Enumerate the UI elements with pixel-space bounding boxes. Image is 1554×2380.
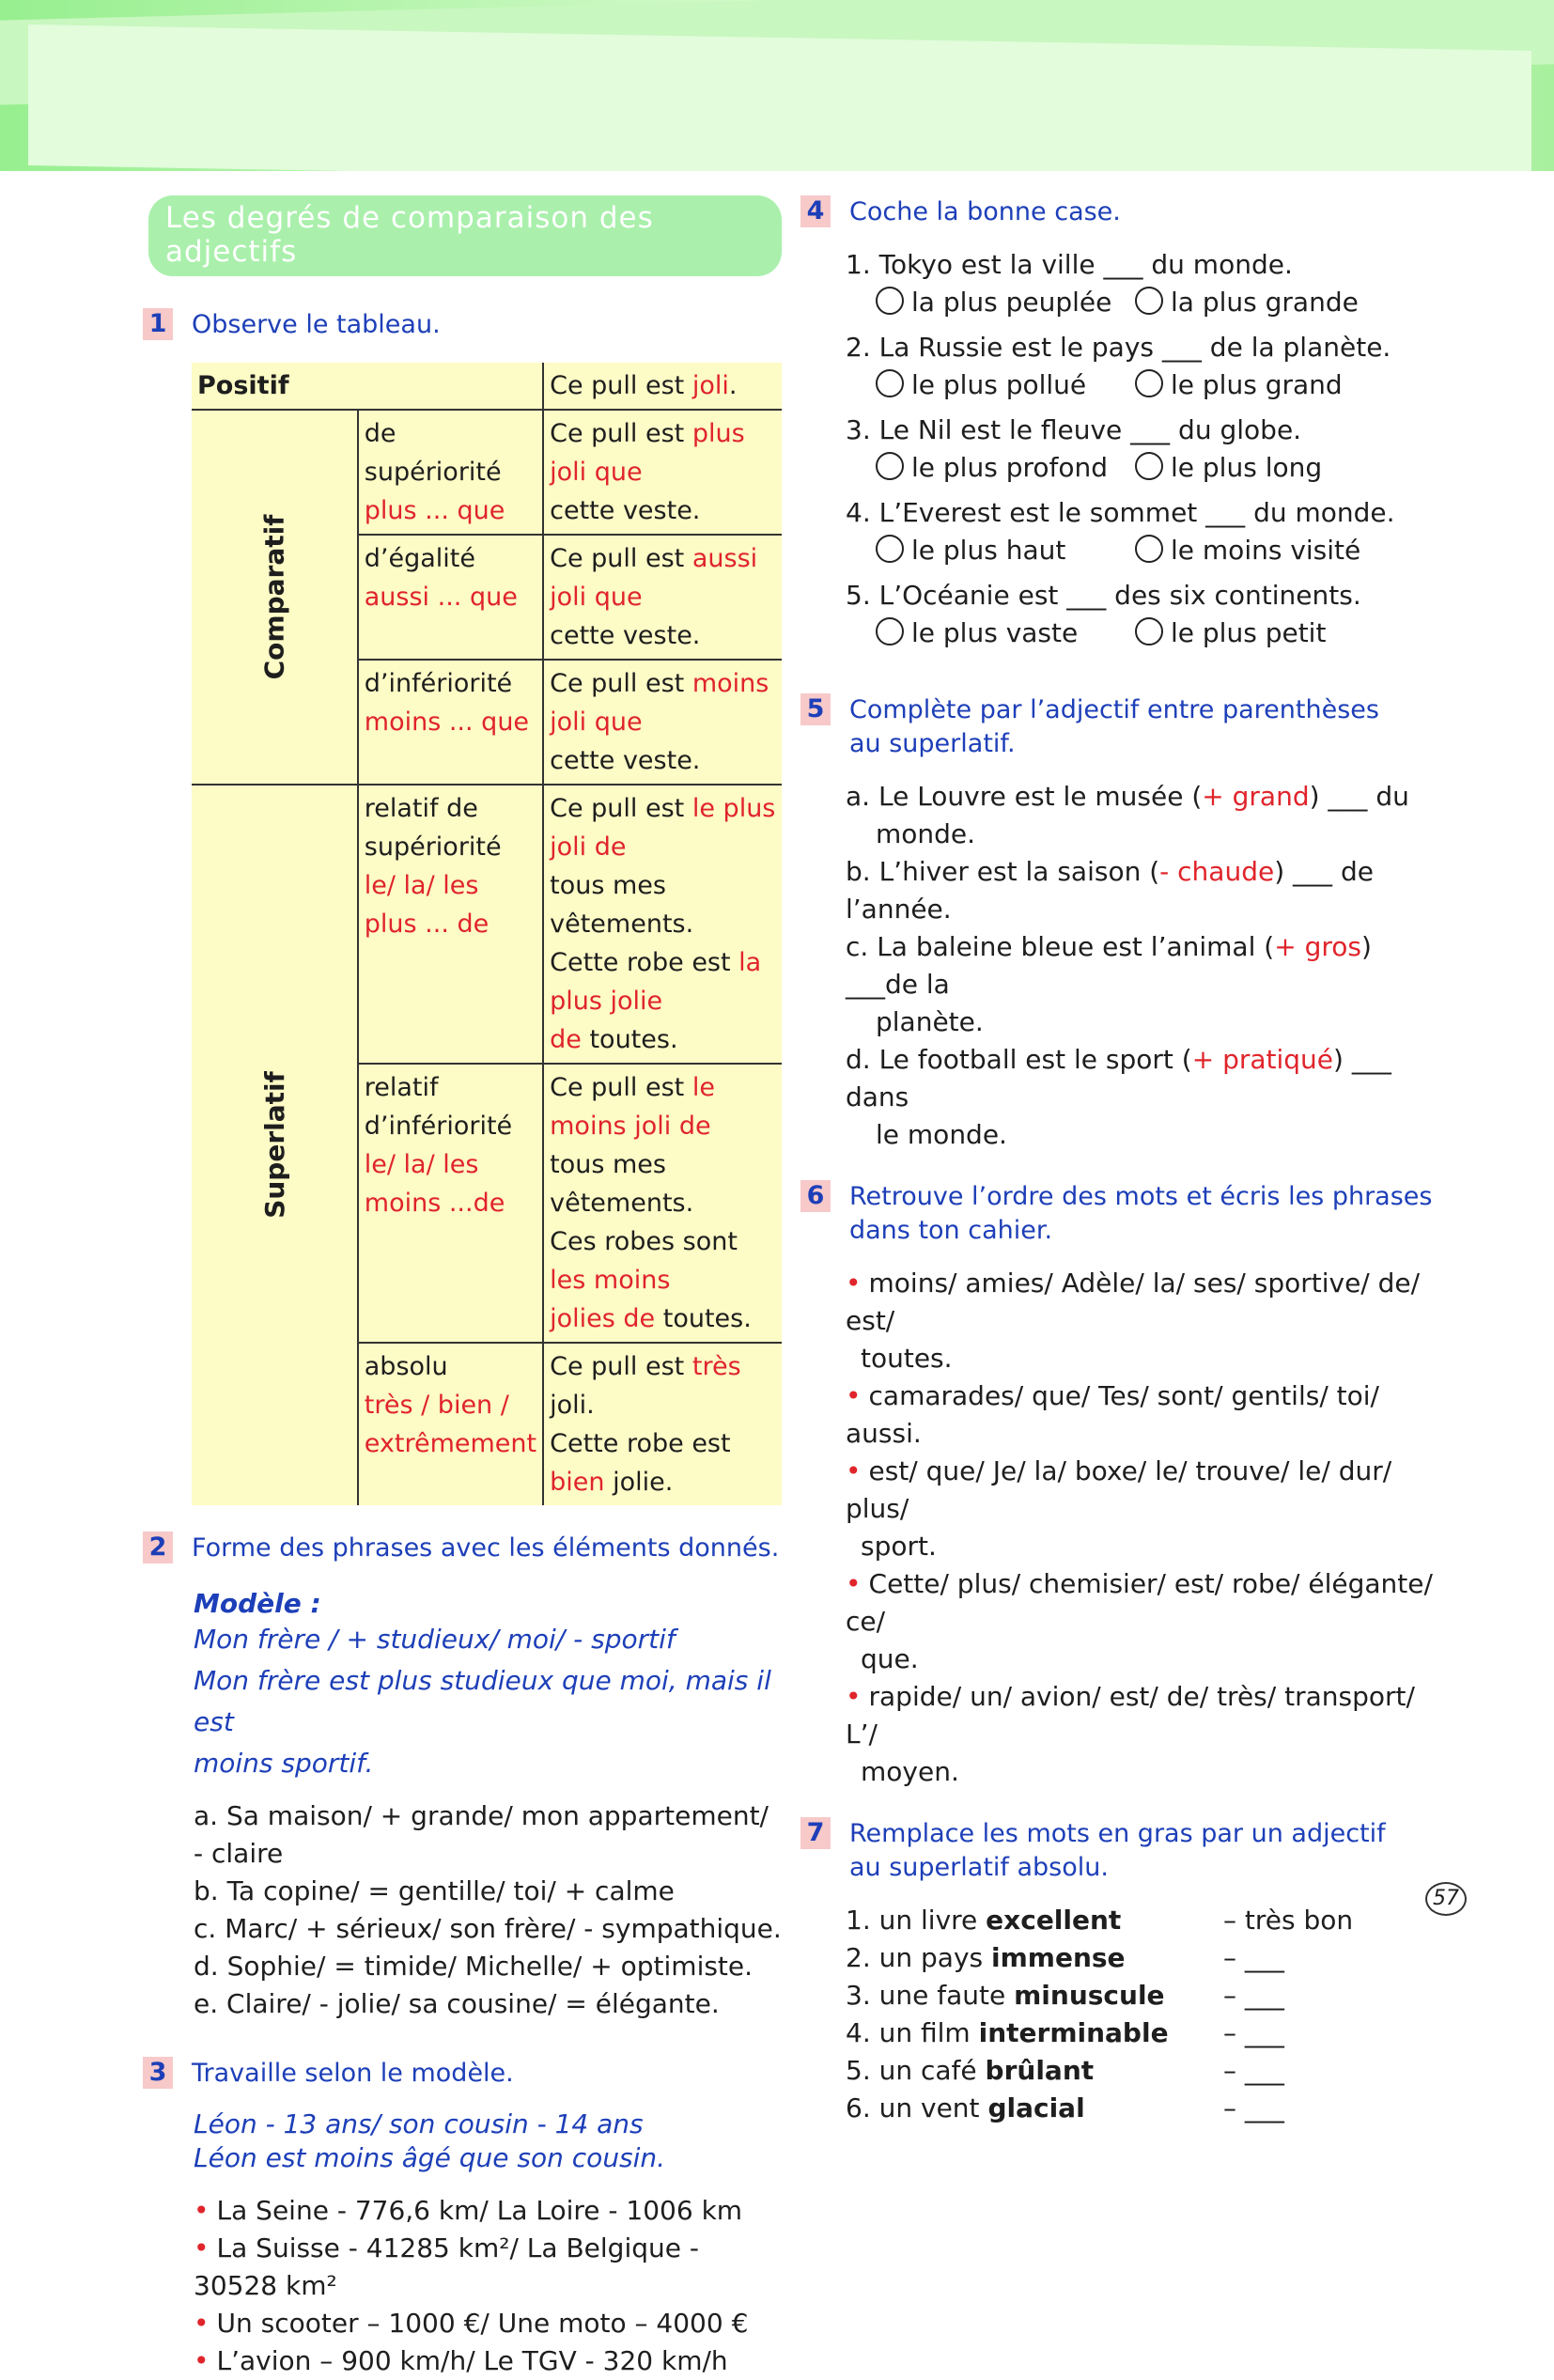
exercise-3-items [194, 2192, 782, 2380]
list-item-cont: planète. [876, 1006, 984, 1037]
option-label: le moins visité [1171, 535, 1361, 566]
list-item: • Cette/ plus/ chemisier/ est/ robe/ élégante/ ce/ [846, 1565, 1439, 1641]
exercise-instruction: Remplace les mots en gras par un adjectif au superlatif absolu. [849, 1819, 1386, 1882]
list-item: • La Seine - 776,6 km/ La Loire - 1006 km [194, 2192, 782, 2230]
positif-example: Ce pull est joli. [550, 371, 738, 400]
comparatif-inferiorite: d’infériorité moins ... que [358, 660, 543, 785]
comparatif-superiorite: de supériorité plus ... que [358, 410, 543, 535]
superlatif-absolu-example: Ce pull est très joli. Cette robe est bien jolie. [550, 1352, 741, 1497]
list-item: 1. un livre excellent – très bon [846, 1905, 1354, 1936]
question: 4. L’Everest est le sommet ___ du monde. [846, 497, 1395, 528]
header-banner [0, 0, 1554, 171]
radio-circle[interactable] [1135, 452, 1163, 480]
option-label: le plus haut [911, 535, 1066, 566]
comparatif-egalite: d’égalité aussi ... que [358, 535, 543, 660]
radio-circle[interactable] [876, 287, 904, 315]
options [876, 366, 1439, 404]
question: 3. Le Nil est le fleuve ___ du globe. [846, 414, 1302, 445]
exercise-instruction: Complète par l’adjectif entre parenthèses au superlatif. [849, 695, 1379, 758]
exercise-instruction: Forme des phrases avec les éléments donnés. [192, 1533, 780, 1563]
list-item: b. L’hiver est la saison (- chaude) ___ de l’année. [846, 856, 1374, 925]
list-item: 5. un café brûlant – ___ [846, 2055, 1284, 2086]
model-label: Modèle : [194, 1588, 321, 1619]
list-item-cont: que. [861, 1643, 919, 1674]
exercise-1-header [143, 308, 782, 342]
radio-circle[interactable] [876, 617, 904, 646]
exercise-2-items [194, 1797, 782, 2023]
exercise-4-header [800, 195, 1439, 229]
model-line: Léon - 13 ans/ son cousin - 14 ans [194, 2108, 644, 2139]
list-item-cont: moyen. [861, 1756, 959, 1787]
question: 5. L’Océanie est ___ des six continents. [846, 580, 1361, 611]
list-item: 4. un film interminable – ___ [846, 2017, 1284, 2048]
exercise-instruction: Retrouve l’ordre des mots et écris les phrases dans ton cahier. [849, 1182, 1433, 1245]
list-item: b. Ta copine/ = gentille/ toi/ + calme [194, 1875, 675, 1906]
exercise-4-items [846, 246, 1439, 652]
option-label: le plus pollué [911, 369, 1087, 400]
exercise-number: 5 [800, 693, 831, 725]
radio-circle[interactable] [876, 369, 904, 397]
options [876, 532, 1439, 569]
model-line: Léon est moins âgé que son cousin. [194, 2142, 666, 2173]
exercise-7-header [800, 1817, 1439, 1885]
list-item: 2. un pays immense – ___ [846, 1942, 1284, 1973]
model-line: moins sportif. [194, 1748, 374, 1779]
radio-circle[interactable] [1135, 535, 1163, 563]
comparatif-inferiorite-example: Ce pull est moins joli que cette veste. [550, 669, 769, 775]
section-title: Les degrés de comparaison des adjectifs [148, 195, 782, 276]
list-item: c. La baleine bleue est l’animal (+ gros) ___de la [846, 931, 1372, 1000]
options [876, 449, 1439, 487]
radio-circle[interactable] [876, 535, 904, 563]
list-item: • rapide/ un/ avion/ est/ de/ très/ transport/ L’/ [846, 1678, 1439, 1753]
list-item: • Un scooter – 1000 €/ Une moto – 4000 € [194, 2305, 782, 2342]
list-item: a. Sa maison/ + grande/ mon appartement/ - claire [194, 1800, 769, 1869]
list-item: d. Le football est le sport (+ pratiqué) ___ dans [846, 1044, 1391, 1112]
list-item: 6. un vent glacial – ___ [846, 2092, 1284, 2123]
list-item: c. Marc/ + sérieux/ son frère/ - sympathique. [194, 1913, 782, 1944]
list-item: • L’avion – 900 km/h/ Le TGV - 320 km/h [194, 2342, 782, 2380]
positif-label: Positif [192, 363, 543, 410]
option-label: le plus grand [1171, 369, 1343, 400]
options [876, 284, 1439, 321]
superlatif-label: Superlatif [192, 785, 358, 1505]
comparison-table [192, 363, 782, 1505]
list-item-cont: le monde. [876, 1119, 1007, 1150]
exercise-number: 7 [800, 1817, 831, 1849]
comparatif-label: Comparatif [192, 410, 358, 785]
exercise-3-header [143, 2057, 782, 2091]
list-item-cont: toutes. [861, 1343, 953, 1374]
comparatif-superiorite-example: Ce pull est plus joli que cette veste. [550, 419, 745, 525]
relatif-inferiorite-example: Ce pull est le moins joli de tous mes vêtements. Ces robes sont les moins jolies de toutes. [550, 1073, 752, 1333]
radio-circle[interactable] [876, 452, 904, 480]
question: 1. Tokyo est la ville ___ du monde. [846, 249, 1293, 280]
exercise-number: 1 [143, 308, 173, 340]
right-column [800, 195, 1439, 2127]
exercise-instruction: Observe le tableau. [192, 310, 441, 339]
relatif-superiorite-example: Ce pull est le plus joli de tous mes vêtements. Cette robe est la plus jolie de toutes. [550, 794, 776, 1054]
list-item: • moins/ amies/ Adèle/ la/ ses/ sportive/ de/ est/ [846, 1265, 1439, 1340]
exercise-3-model [194, 2108, 782, 2380]
page-number: 57 [1425, 1882, 1467, 1916]
exercise-6-header [800, 1180, 1439, 1248]
exercise-2-header [143, 1532, 782, 1565]
option-label: le plus vaste [911, 617, 1079, 648]
list-item: • est/ que/ Je/ la/ boxe/ le/ trouve/ le/ dur/ plus/ [846, 1453, 1439, 1528]
radio-circle[interactable] [1135, 617, 1163, 646]
list-item: a. Le Louvre est le musée (+ grand) ___ du [846, 781, 1409, 812]
option-label: le plus profond [911, 452, 1109, 483]
superlatif-absolu: absolu très / bien / extrêmement [358, 1343, 543, 1505]
exercise-5-header [800, 693, 1439, 761]
model-line: Mon frère / + studieux/ moi/ - sportif [194, 1624, 676, 1655]
exercise-number: 2 [143, 1532, 173, 1563]
left-column [143, 195, 782, 2380]
relatif-superiorite: relatif de supériorité le/ la/ les plus ... de [358, 785, 543, 1064]
option-label: le plus petit [1171, 617, 1327, 648]
relatif-inferiorite: relatif d’infériorité le/ la/ les moins ...de [358, 1064, 543, 1343]
exercise-number: 6 [800, 1180, 831, 1212]
radio-circle[interactable] [1135, 369, 1163, 397]
option-label: le plus long [1171, 452, 1323, 483]
list-item: • camarades/ que/ Tes/ sont/ gentils/ toi/ aussi. [846, 1377, 1439, 1453]
list-item-cont: monde. [876, 818, 976, 849]
question: 2. La Russie est le pays ___ de la planète. [846, 332, 1391, 363]
exercise-instruction: Travaille selon le modèle. [192, 2059, 514, 2088]
exercise-5-items [846, 778, 1439, 1154]
exercise-instruction: Coche la bonne case. [849, 197, 1121, 226]
exercise-6-items [846, 1265, 1439, 1791]
list-item: d. Sophie/ = timide/ Michelle/ + optimiste. [194, 1951, 754, 1982]
exercise-2-model [194, 1588, 782, 2023]
banner-shard [28, 24, 1531, 171]
list-item: • La Suisse - 41285 km²/ La Belgique - 30528 km² [194, 2230, 782, 2305]
exercise-number: 3 [143, 2057, 173, 2089]
list-item: e. Claire/ - jolie/ sa cousine/ = élégante. [194, 1988, 720, 2019]
comparatif-egalite-example: Ce pull est aussi joli que cette veste. [550, 544, 758, 650]
model-line: Mon frère est plus studieux que moi, mais il est [194, 1665, 771, 1737]
radio-circle[interactable] [1135, 287, 1163, 315]
list-item-cont: sport. [861, 1531, 937, 1562]
option-label: la plus peuplée [911, 287, 1112, 318]
list-item: 3. une faute minuscule – ___ [846, 1980, 1284, 2011]
option-label: la plus grande [1171, 287, 1359, 318]
exercise-number: 4 [800, 195, 831, 227]
exercise-7-items [846, 1902, 1439, 2127]
options [876, 614, 1439, 652]
